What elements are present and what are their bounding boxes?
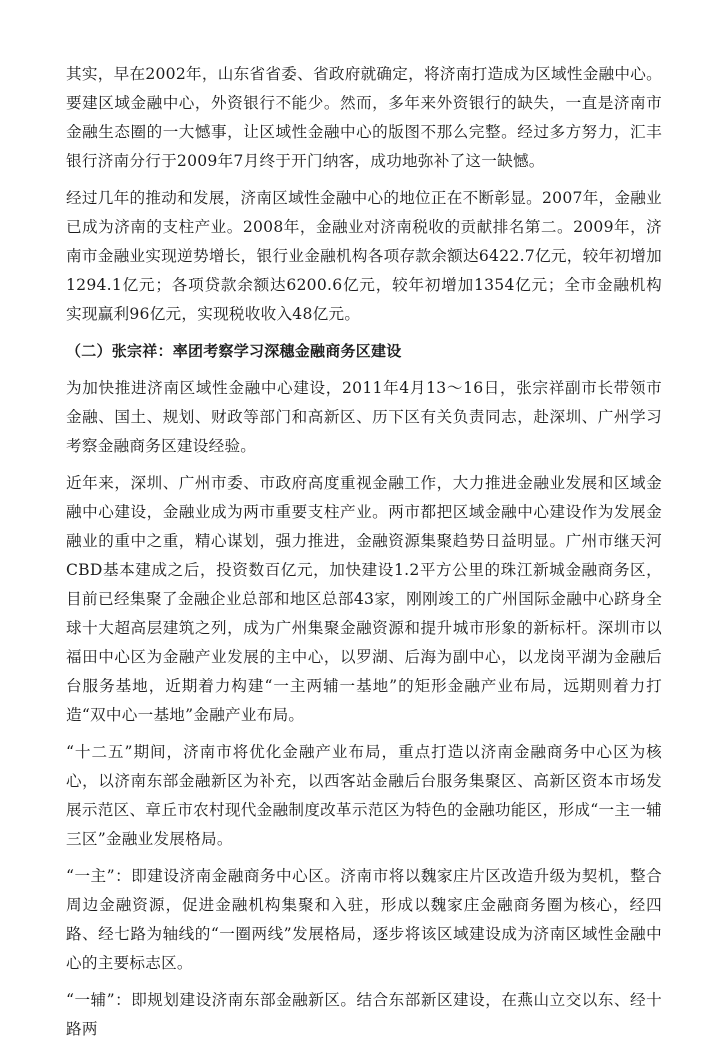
paragraph-2: 经过几年的推动和发展，济南区域性金融中心的地位正在不断彰显。2007年，金融业已成为济南的支柱产业。2008年，金融业对济南税收的贡献排名第二。2009年，济南市金融业实现逆势增长，银行业金融机构各项存款余额达6422.7亿元，较年初增加1294.1亿元；各项贷款余额达6200.6亿元，较年初增加1354亿元；全市金融机构实现赢利96亿元，实现税收收入48亿元。 — [66, 189, 662, 323]
document-page — [66, 60, 662, 1052]
paragraph-3: 为加快推进济南区域性金融中心建设，2011年4月13～16日，张宗祥副市长带领市金融、国土、规划、财政等部门和高新区、历下区有关负责同志，赴深圳、广州学习考察金融商务区建设经验。 — [66, 379, 662, 455]
paragraph-6: “一主”：即建设济南金融商务中心区。济南市将以魏家庄片区改造升级为契机，整合周边金融资源，促进金融机构集聚和入驻，形成以魏家庄金融商务圈为核心，经四路、经七路为轴线的“一圈两线”发展格局，逐步将该区域建设成为济南区域性金融中心的主要标志区。 — [66, 867, 662, 972]
paragraph-4: 近年来，深圳、广州市委、市政府高度重视金融工作，大力推进金融业发展和区域金融中心建设，金融业成为两市重要支柱产业。两市都把区域金融中心建设作为发展金融业的重中之重，精心谋划，强力推进，金融资源集聚趋势日益明显。广州市继天河CBD基本建成之后，投资数百亿元，加快建设1.2平方公里的珠江新城金融商务区，目前已经集聚了金融企业总部和地区总部43家，刚刚竣工的广州国际金融中心跻身全球十大超高层建筑之列，成为广州集聚金融资源和提升城市形象的新标杆。深圳市以福田中心区为金融产业发展的主中心，以罗湖、后海为副中心，以龙岗平湖为金融后台服务基地，近期着力构建“一主两辅一基地”的矩形金融产业布局，远期则着力打造“双中心一基地”金融产业布局。 — [66, 474, 662, 724]
paragraph-5: “十二五”期间，济南市将优化金融产业布局，重点打造以济南金融商务中心区为核心，以济南东部金融新区为补充，以西客站金融后台服务集聚区、高新区资本市场发展示范区、章丘市农村现代金融制度改革示范区为特色的金融功能区，形成“一主一辅三区”金融业发展格局。 — [66, 743, 662, 848]
paragraph-7: “一辅”：即规划建设济南东部金融新区。结合东部新区建设，在燕山立交以东、经十路两 — [66, 991, 662, 1038]
section-heading: （二）张宗祥：率团考察学习深穗金融商务区建设 — [66, 342, 402, 360]
paragraph-1: 其实，早在2002年，山东省省委、省政府就确定，将济南打造成为区域性金融中心。要建区域金融中心，外资银行不能少。然而，多年来外资银行的缺失，一直是济南市金融生态圈的一大憾事，让区域性金融中心的版图不那么完整。经过多方努力，汇丰银行济南分行于2009年7月终于开门纳客，成功地弥补了这一缺憾。 — [66, 65, 662, 170]
